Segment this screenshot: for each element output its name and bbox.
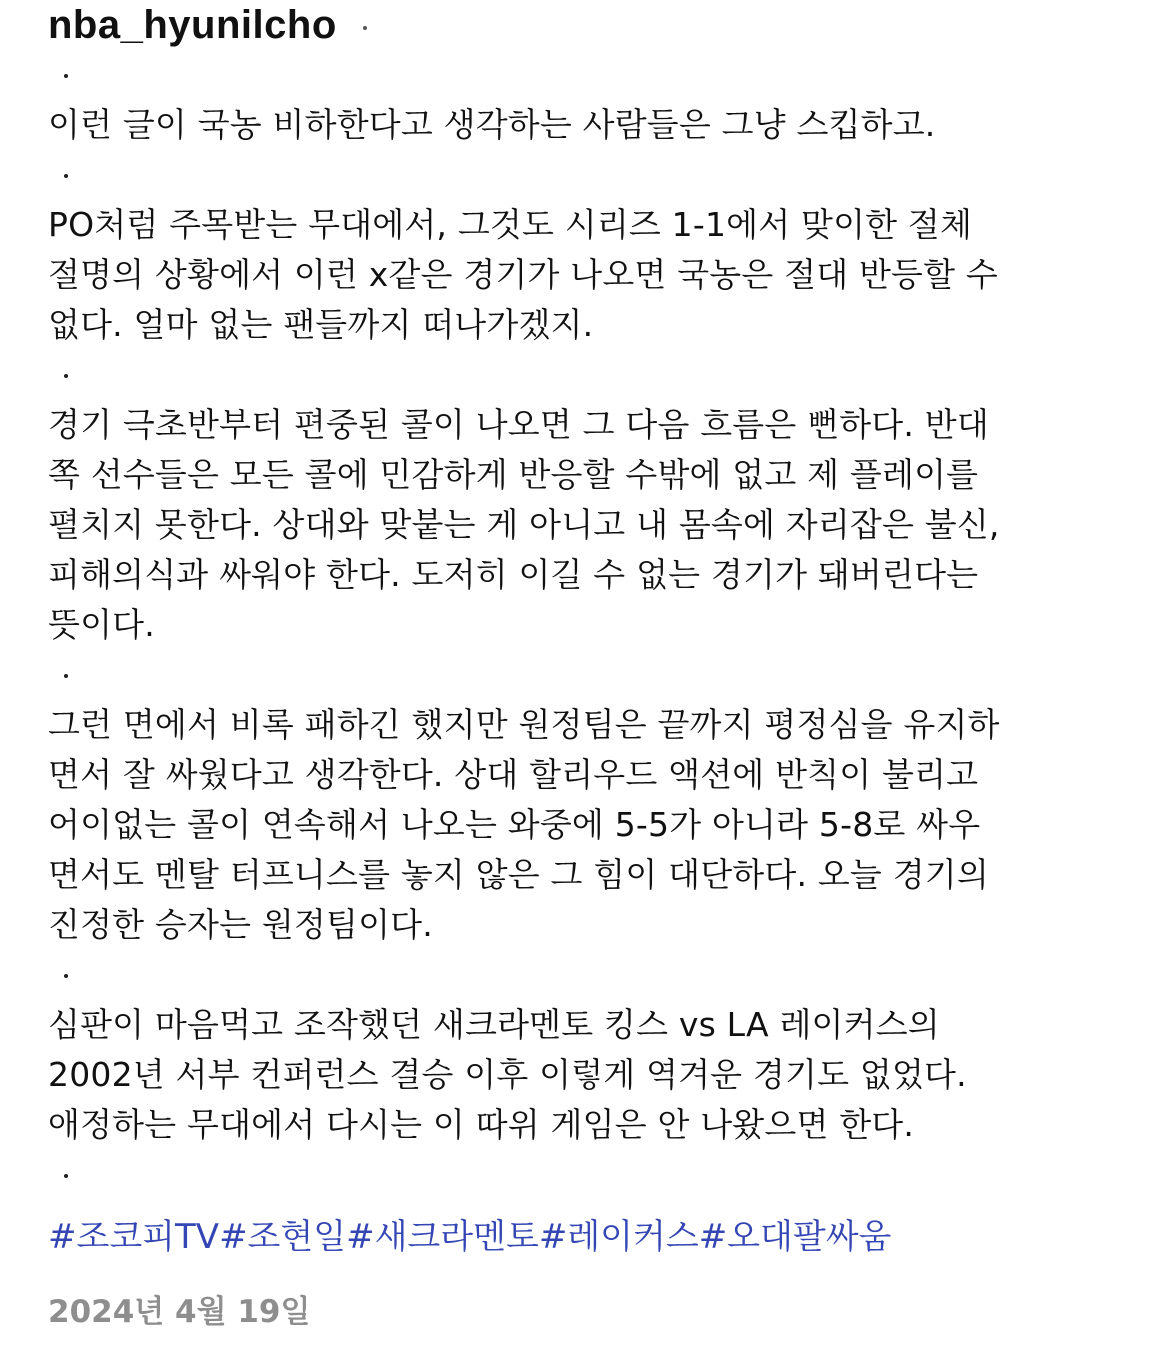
username-link[interactable]: nba_hyunilcho <box>48 2 337 47</box>
post <box>48 0 1128 1334</box>
hashtag-link[interactable]: #조코피TV <box>48 1217 220 1257</box>
caption-line: 쪽 선수들은 모든 콜에 민감하게 반응할 수밖에 없고 제 플레이를 <box>48 455 979 494</box>
bullet-dot-icon <box>64 374 68 378</box>
caption-line: 절명의 상황에서 이런 x같은 경기가 나오면 국농은 절대 반등할 수 <box>48 255 998 294</box>
caption-line: 경기 극초반부터 편중된 콜이 나오면 그 다음 흐름은 뻔하다. 반대 <box>48 405 989 444</box>
hashtag-link[interactable]: #레이커스 <box>538 1217 699 1257</box>
spacer-dot-row <box>48 150 1128 200</box>
caption-line: 심판이 마음먹고 조작했던 새크라멘토 킹스 vs LA 레이커스의 <box>48 1005 940 1044</box>
hashtag-list <box>48 1212 1128 1262</box>
caption-line: 피해의식과 싸워야 한다. 도저히 이길 수 없는 경기가 돼버린다는 <box>48 555 979 594</box>
post-date: 2024년 4월 19일 <box>48 1294 311 1330</box>
bullet-dot-icon <box>64 1174 68 1178</box>
bullet-dot-icon <box>64 674 68 678</box>
caption-line: 그런 면에서 비록 패하긴 했지만 원정팀은 끝까지 평정심을 유지하 <box>48 705 1000 744</box>
caption-paragraph <box>48 200 1128 350</box>
bullet-dot-icon <box>64 174 68 178</box>
caption-paragraph <box>48 1000 1128 1150</box>
separator-dot-icon <box>363 26 367 30</box>
caption-line: 없다. 얼마 없는 팬들까지 떠나가겠지. <box>48 305 594 344</box>
caption-line: 어이없는 콜이 연속해서 나오는 와중에 5-5가 아니라 5-8로 싸우 <box>48 805 981 844</box>
spacer-dot-row <box>48 350 1128 400</box>
caption-paragraph <box>48 100 1128 150</box>
caption-line: 2002년 서부 컨퍼런스 결승 이후 이렇게 역겨운 경기도 없었다. <box>48 1055 967 1094</box>
spacer-dot-row <box>48 50 1128 100</box>
caption-line: 이런 글이 국농 비하한다고 생각하는 사람들은 그냥 스킵하고. <box>48 105 936 144</box>
bullet-dot-icon <box>64 974 68 978</box>
spacer-dot-row <box>48 650 1128 700</box>
caption-line: 애정하는 무대에서 다시는 이 따위 게임은 안 나왔으면 한다. <box>48 1105 915 1144</box>
caption-line: 진정한 승자는 원정팀이다. <box>48 905 433 944</box>
caption-line: 면서도 멘탈 터프니스를 놓지 않은 그 힘이 대단하다. 오늘 경기의 <box>48 855 989 894</box>
post-header <box>48 0 1128 50</box>
hashtag-link[interactable]: #오대팔싸움 <box>698 1217 892 1257</box>
caption-line: 펼치지 못한다. 상대와 맞붙는 게 아니고 내 몸속에 자리잡은 불신, <box>48 505 1000 544</box>
spacer-dot-row <box>48 950 1128 1000</box>
hashtag-link[interactable]: #조현일 <box>219 1217 347 1257</box>
spacer-dot-row <box>48 1150 1128 1200</box>
bullet-dot-icon <box>64 74 68 78</box>
caption-paragraph <box>48 400 1128 650</box>
caption-line: 뜻이다. <box>48 605 155 644</box>
hashtag-link[interactable]: #새크라멘토 <box>346 1217 539 1257</box>
caption-line: PO처럼 주목받는 무대에서, 그것도 시리즈 1-1에서 맞이한 절체 <box>48 205 973 244</box>
caption-paragraph <box>48 700 1128 950</box>
caption-line: 면서 잘 싸웠다고 생각한다. 상대 할리우드 액션에 반칙이 불리고 <box>48 755 979 794</box>
